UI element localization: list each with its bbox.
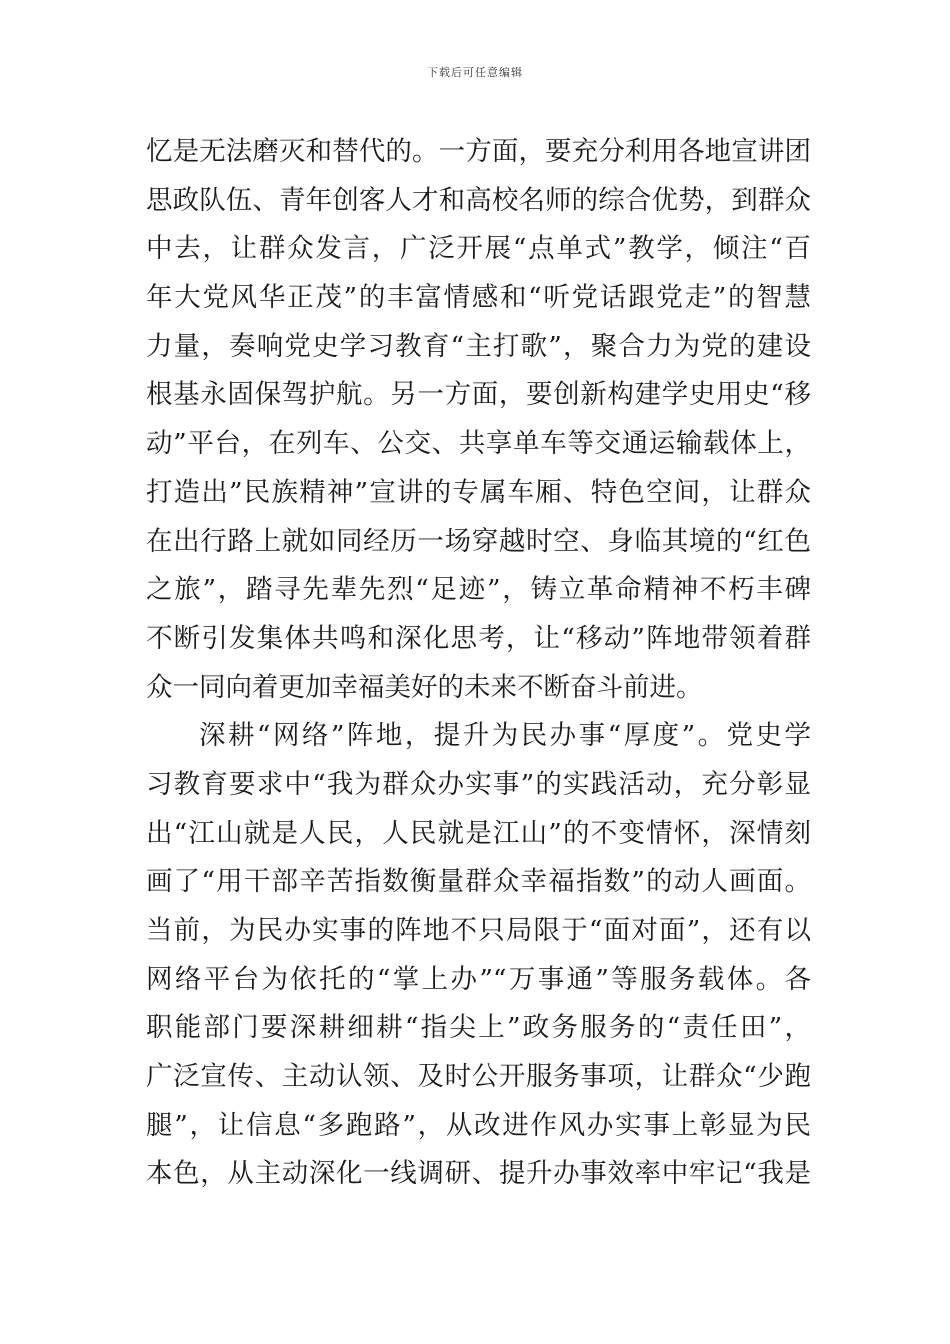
text-line: 当前，为民办实事的阵地不只局限于“面对面”，还有以 [146, 915, 811, 946]
text-line: 在出行路上就如同经历一场穿越时空、身临其境的“红色 [146, 525, 811, 557]
text-line: 职能部门要深耕细耕“指尖上”政务服务的“责任田”， [146, 1012, 811, 1044]
text-line: 忆是无法磨灭和替代的。一方面，要充分利用各地宣讲团 [146, 136, 811, 167]
text-line: 之旅”，踏寻先辈先烈“足迹”，铸立革命精神不朽丰碑 [146, 574, 811, 606]
text-line: 不断引发集体共鸣和深化思考，让“移动”阵地带领着群 [146, 622, 811, 654]
text-line: 思政队伍、青年创客人才和高校名师的综合优势，到群众 [146, 184, 811, 216]
body-text [146, 128, 811, 1199]
text-line: 力量，奏响党史学习教育“主打歌”，聚合力为党的建设 [146, 330, 811, 362]
paragraph-end-line: 众一同向着更加幸福美好的未来不断奋斗前进。 [146, 671, 703, 703]
text-line: 年大党风华正茂”的丰富情感和“听党话跟党走”的智慧 [146, 282, 811, 314]
text-line: 动”平台，在列车、公交、共享单车等交通运输载体上， [146, 428, 811, 460]
text-line: 中去，让群众发言，广泛开展“点单式”教学，倾注“百 [146, 233, 811, 265]
text-line: 习教育要求中“我为群众办实事”的实践活动，充分彰显 [146, 768, 811, 800]
paragraph-start-line: 深耕“网络”阵地，提升为民办事“厚度”。党史学 [199, 720, 811, 752]
text-line: 本色，从主动深化一线调研、提升办事效率中牢记“我是 [146, 1158, 811, 1190]
text-line: 根基永固保驾护航。另一方面，要创新构建学史用史“移 [146, 379, 811, 411]
text-line: 打造出”民族精神”宣讲的专属车厢、特色空间，让群众 [146, 476, 811, 508]
text-line: 腿”，让信息“多跑路”，从改进作风办实事上彰显为民 [146, 1109, 811, 1141]
text-line: 网络平台为依托的“掌上办”“万事通”等服务载体。各 [146, 963, 811, 995]
text-line: 画了“用干部辛苦指数衡量群众幸福指数”的动人画面。 [146, 866, 811, 898]
text-line: 广泛宣传、主动认领、及时公开服务事项，让群众“少跑 [146, 1061, 811, 1093]
page-header: 下载后可任意编辑 [427, 66, 523, 79]
text-line: 出“江山就是人民，人民就是江山”的不变情怀，深情刻 [146, 817, 811, 849]
